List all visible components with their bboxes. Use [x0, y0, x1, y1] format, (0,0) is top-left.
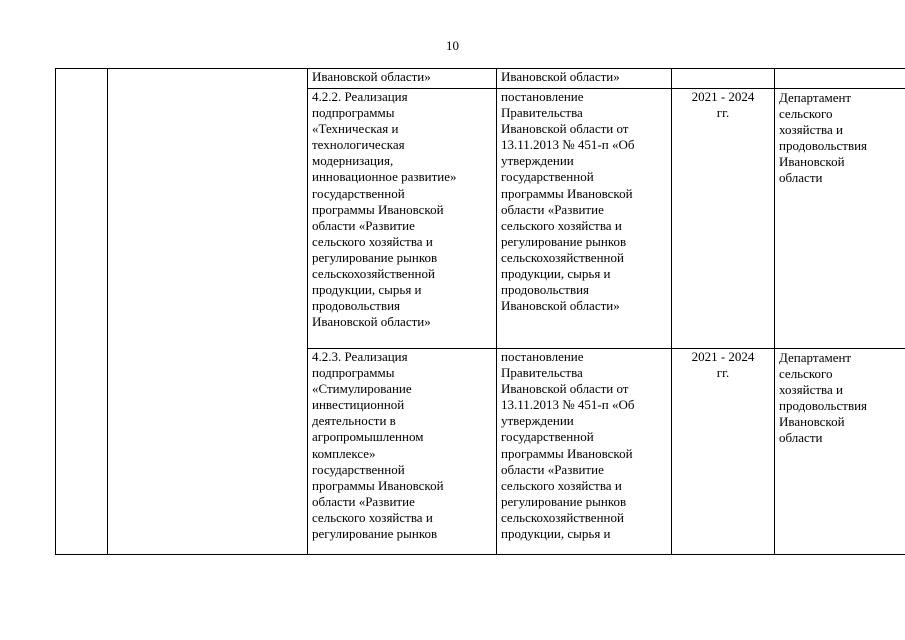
basis-text: постановление Правительства Ивановской области от 13.11.2013 № 451-п «Об утверждении государственной программы Ивановской области «Развитие сельского хозяйства и регулирование рынков сельскохозяйственной продукции, сырья и — [501, 349, 635, 542]
table-row — [56, 69, 905, 89]
period-cell — [672, 349, 775, 555]
period-cell — [672, 89, 775, 349]
basis-text: постановление Правительства Ивановской области от 13.11.2013 № 451-п «Об утверждении государственной программы Ивановской области «Развитие сельского хозяйства и регулирование рынков сельскохозяйственной продукции, сырья и продовольствия Ивановской области» — [501, 89, 635, 314]
period-cell — [672, 69, 775, 89]
measure-cell — [308, 349, 497, 555]
measure-cell — [308, 69, 497, 89]
number-cell — [56, 69, 108, 555]
measure-text: 4.2.3. Реализация подпрограммы «Стимулирование инвестиционной деятельности в агропромышленном комплексе» государственной программы Ивановской области «Развитие сельского хозяйства и регулирование рынков — [312, 349, 444, 542]
executor-cell — [775, 349, 905, 555]
measure-text: Ивановской области» — [312, 69, 431, 84]
executor-cell — [775, 69, 905, 89]
basis-text: Ивановской области» — [501, 69, 620, 84]
basis-cell — [497, 69, 672, 89]
measures-table — [55, 68, 905, 555]
basis-cell — [497, 349, 672, 555]
period-text: 2021 - 2024 гг. — [691, 349, 755, 381]
goal-cell — [108, 69, 308, 555]
period-text: 2021 - 2024 гг. — [691, 89, 755, 121]
executor-text: Департамент сельского хозяйства и продовольствия Ивановской области — [779, 90, 868, 186]
executor-text — [779, 69, 905, 70]
page-number: 10 — [446, 38, 459, 53]
executor-cell — [775, 89, 905, 349]
basis-cell — [497, 89, 672, 349]
measure-cell — [308, 89, 497, 349]
measure-text: 4.2.2. Реализация подпрограммы «Техническая и технологическая модернизация, инновационное развитие» государственной программы Ивановской области «Развитие сельского хозяйства и регулирование рынков сельскохозяйственной продукции, сырья и продовольствия Ивановской области» — [312, 89, 457, 330]
executor-text: Департамент сельского хозяйства и продовольствия Ивановской области — [779, 350, 868, 446]
